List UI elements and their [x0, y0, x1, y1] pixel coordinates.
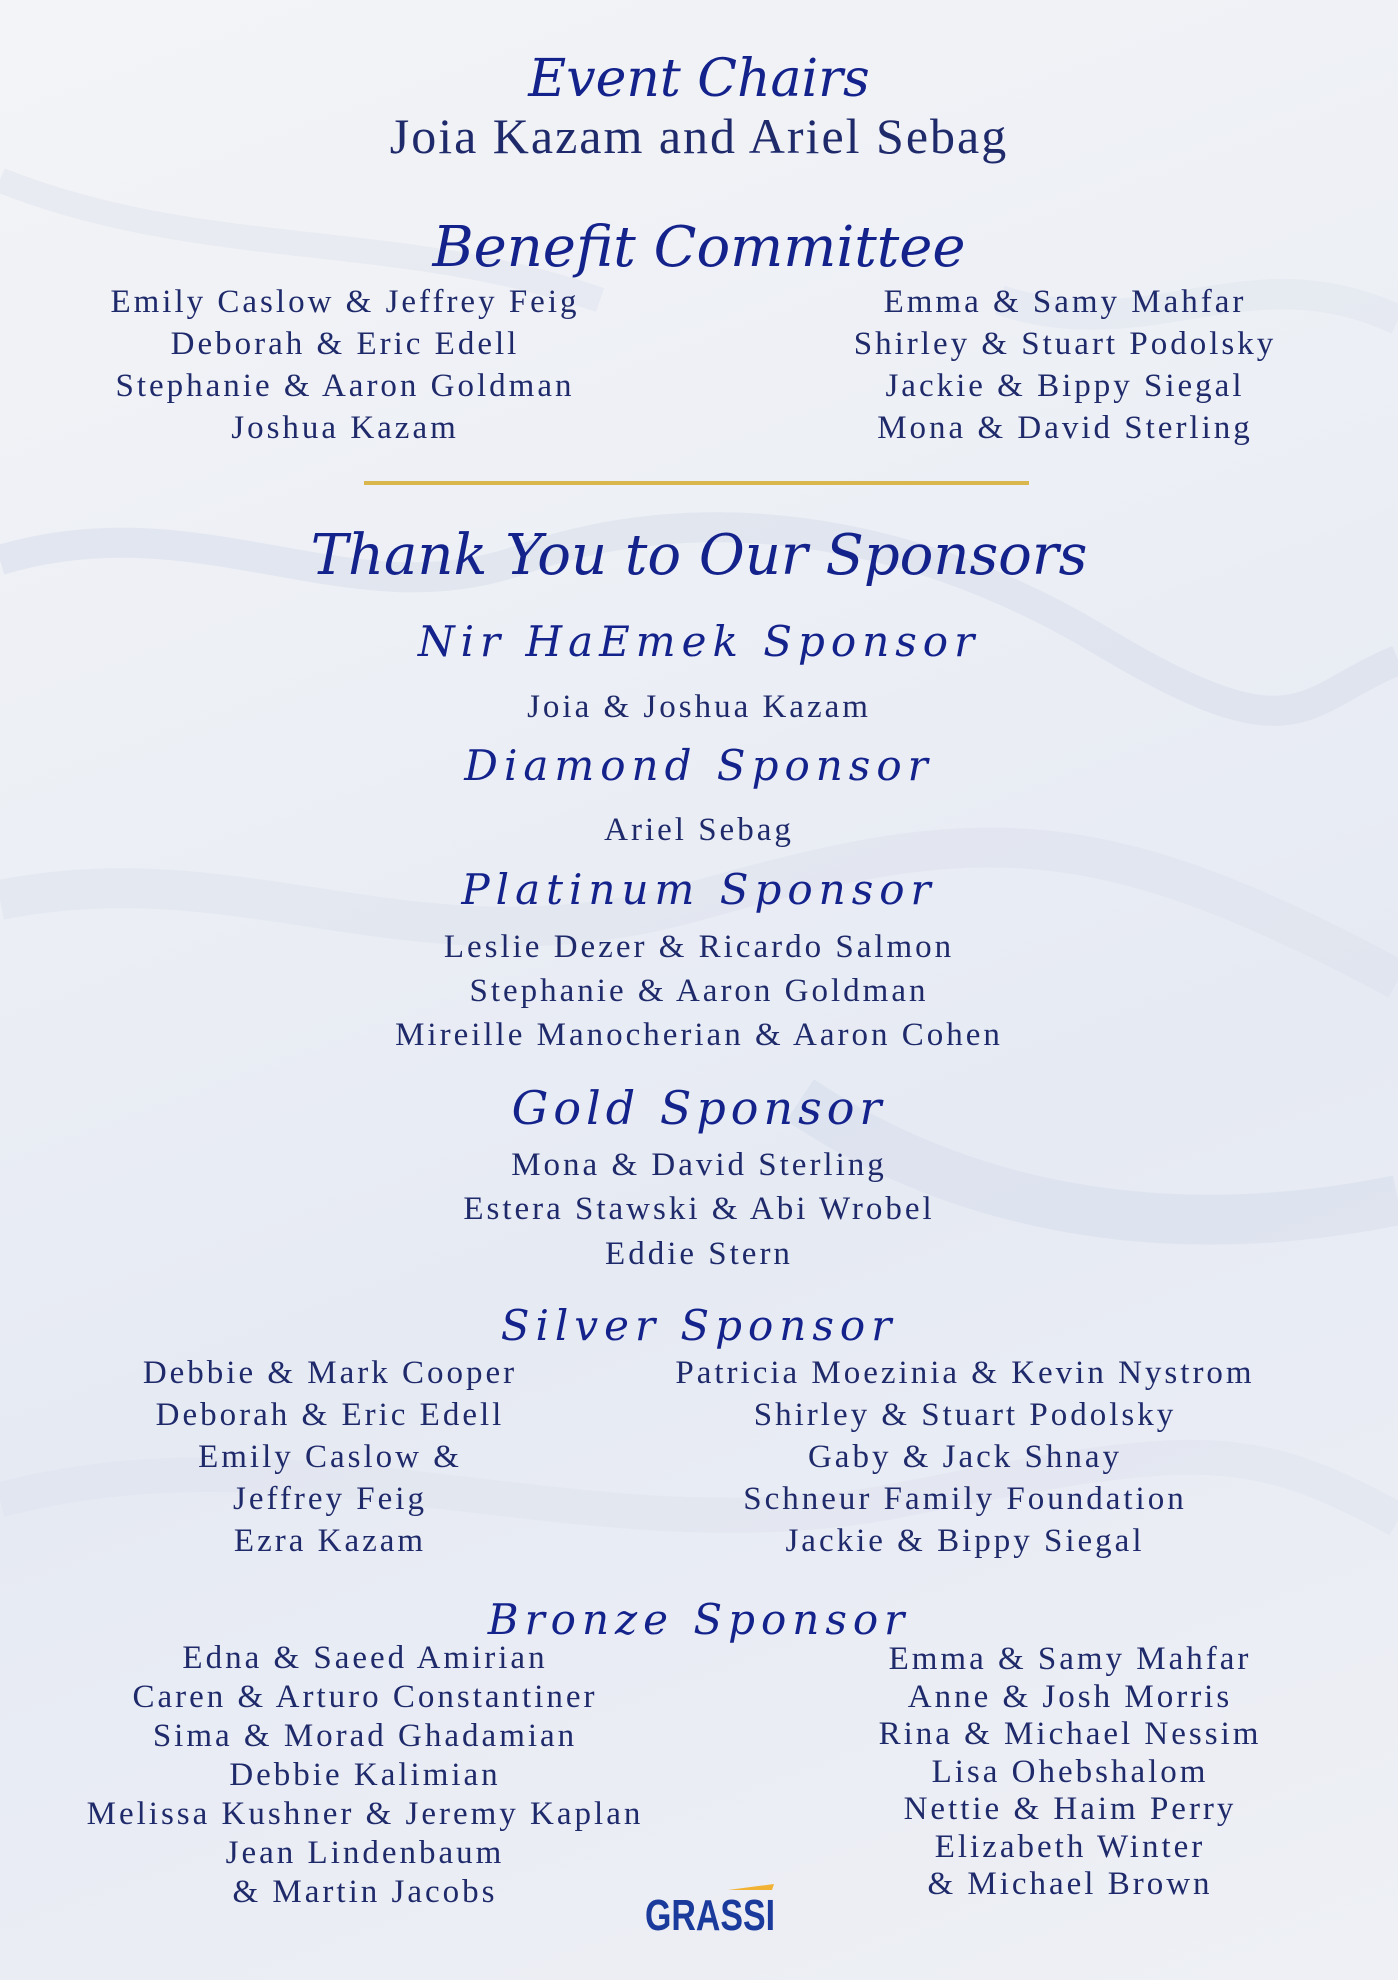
list-item: Melissa Kushner & Jeremy Kaplan [86, 1796, 644, 1832]
list-item: Emma & Samy Mahfar [883, 284, 1247, 320]
list-item: Debbie Kalimian [229, 1757, 501, 1793]
list-item: Emily Caslow & Jeffrey Feig [110, 284, 580, 320]
list-item: Jackie & Bippy Siegal [885, 368, 1245, 404]
list-item: Jeffrey Feig [233, 1481, 427, 1517]
list-item: Stephanie & Aaron Goldman [115, 368, 575, 404]
platinum-sponsor-heading: Platinum Sponsor [461, 865, 937, 914]
list-item: Emma & Samy Mahfar [888, 1641, 1252, 1677]
platinum-sponsor-name: Stephanie & Aaron Goldman [469, 973, 929, 1009]
list-item: Deborah & Eric Edell [170, 326, 520, 362]
logo-text: GRASSI [645, 1891, 775, 1940]
list-item: Lisa Ohebshalom [931, 1753, 1209, 1790]
gold-sponsor-name: Mona & David Sterling [511, 1147, 887, 1183]
silver-sponsor-right-column [590, 1352, 1340, 1562]
silver-sponsor-heading: Silver Sponsor [500, 1301, 898, 1350]
list-item: Debbie & Mark Cooper [142, 1355, 518, 1391]
logo-swoosh [728, 1884, 774, 1890]
list-item: Nettie & Haim Perry [903, 1791, 1237, 1827]
benefit-committee-left-column [40, 281, 650, 449]
platinum-sponsor-name: Mireille Manocherian & Aaron Cohen [395, 1017, 1003, 1053]
gold-sponsor-name: Estera Stawski & Abi Wrobel [463, 1191, 935, 1227]
list-item: Deborah & Eric Edell [155, 1397, 505, 1433]
diamond-sponsor-heading: Diamond Sponsor [464, 741, 934, 790]
list-item: Jackie & Bippy Siegal [785, 1523, 1145, 1559]
list-item: Shirley & Stuart Podolsky [853, 326, 1277, 362]
list-item: & Michael Brown [927, 1866, 1213, 1902]
event-chairs-names: Joia Kazam and Ariel Sebag [389, 108, 1009, 164]
nir-haemek-sponsor-names: Joia & Joshua Kazam [527, 689, 871, 725]
list-item: Sima & Morad Ghadamian [152, 1718, 578, 1754]
grassi-logo [640, 1880, 780, 1940]
list-item: Rina & Michael Nessim [878, 1716, 1262, 1752]
list-item: Mona & David Sterling [877, 410, 1253, 446]
list-item: Shirley & Stuart Podolsky [753, 1397, 1177, 1433]
list-item: Emily Caslow & [198, 1439, 462, 1475]
benefit-committee-heading: Benefit Committee [432, 215, 966, 280]
gold-sponsor-heading: Gold Sponsor [511, 1081, 887, 1135]
bronze-sponsor-right-column [780, 1641, 1360, 1904]
gold-divider [364, 481, 1029, 485]
bronze-sponsor-left-column [10, 1639, 720, 1912]
bronze-sponsor-heading: Bronze Sponsor [487, 1595, 911, 1644]
list-item: Elizabeth Winter [934, 1828, 1206, 1865]
nir-haemek-sponsor-heading: Nir HaEmek Sponsor [417, 617, 981, 666]
list-item: Schneur Family Foundation [743, 1481, 1187, 1517]
list-item: Jean Lindenbaum [225, 1835, 505, 1871]
list-item: Patricia Moezinia & Kevin Nystrom [675, 1355, 1255, 1391]
silver-sponsor-left-column [80, 1352, 580, 1562]
list-item: & Martin Jacobs [232, 1874, 498, 1910]
list-item: Ezra Kazam [233, 1523, 427, 1559]
diamond-sponsor-names: Ariel Sebag [604, 812, 794, 848]
event-chairs-heading: Event Chairs [528, 49, 870, 109]
gold-sponsor-name: Eddie Stern [605, 1236, 793, 1272]
platinum-sponsor-name: Leslie Dezer & Ricardo Salmon [443, 929, 955, 965]
list-item: Joshua Kazam [231, 410, 459, 446]
list-item: Gaby & Jack Shnay [807, 1439, 1123, 1475]
list-item: Caren & Arturo Constantiner [132, 1679, 598, 1715]
benefit-committee-right-column [760, 281, 1370, 449]
list-item: Edna & Saeed Amirian [182, 1640, 548, 1676]
sponsors-heading: Thank You to Our Sponsors [310, 523, 1088, 588]
list-item: Anne & Josh Morris [907, 1678, 1233, 1715]
